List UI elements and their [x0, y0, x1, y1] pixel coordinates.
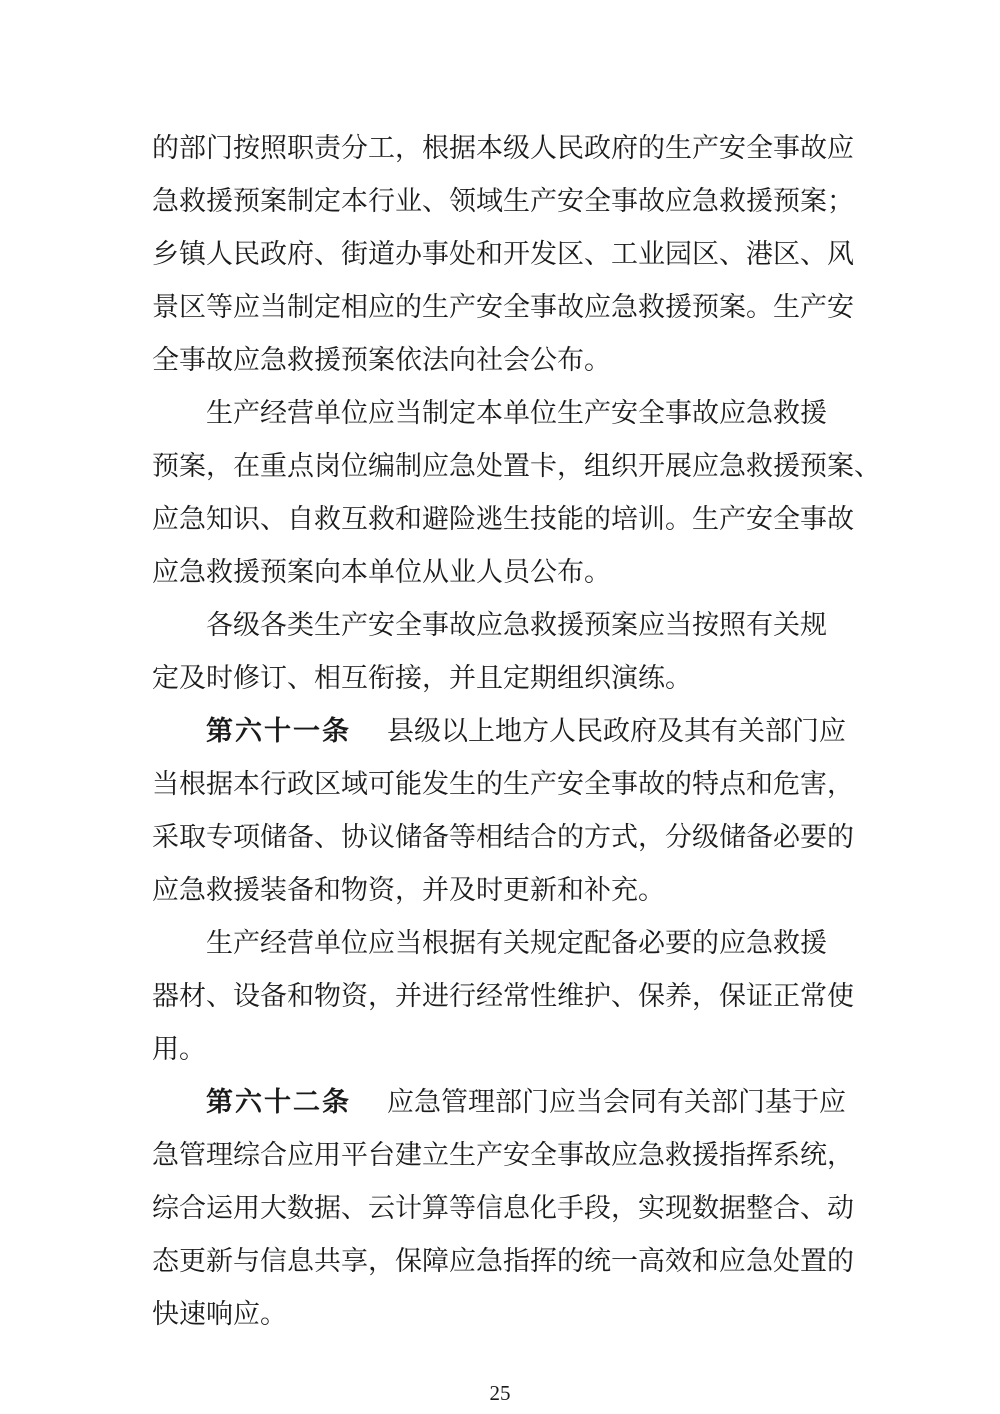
text-line: 急管理综合应用平台建立生产安全事故应急救援指挥系统， [152, 1140, 854, 1171]
text-line: 的部门按照职责分工，根据本级人民政府的生产安全事故应 [152, 133, 854, 164]
text-line: 器材、设备和物资，并进行经常性维护、保养，保证正常使 [152, 981, 854, 1012]
article-61-text: 县级以上地方人民政府及其有关部门应 [387, 716, 846, 747]
text-line: 定及时修订、相互衔接，并且定期组织演练。 [152, 663, 692, 694]
article-62-first-line [206, 1080, 852, 1126]
text-line: 生产经营单位应当根据有关规定配备必要的应急救援 [206, 928, 827, 959]
text-line: 采取专项储备、协议储备等相结合的方式，分级储备必要的 [152, 822, 854, 853]
text-line: 当根据本行政区域可能发生的生产安全事故的特点和危害， [152, 769, 854, 800]
text-line: 急救援预案制定本行业、领域生产安全事故应急救援预案； [152, 186, 854, 217]
text-line: 综合运用大数据、云计算等信息化手段，实现数据整合、动 [152, 1193, 854, 1224]
text-line: 各级各类生产安全事故应急救援预案应当按照有关规 [206, 610, 827, 641]
article-62-text: 应急管理部门应当会同有关部门基于应 [387, 1087, 846, 1118]
text-line: 应急救援预案向本单位从业人员公布。 [152, 557, 611, 588]
text-line: 全事故应急救援预案依法向社会公布。 [152, 345, 611, 376]
text-line: 预案，在重点岗位编制应急处置卡，组织开展应急救援预案、 [152, 451, 881, 482]
article-61-number: 第六十一条 [206, 716, 351, 747]
text-line: 态更新与信息共享，保障应急指挥的统一高效和应急处置的 [152, 1246, 854, 1277]
text-line: 生产经营单位应当制定本单位生产安全事故应急救援 [206, 398, 827, 429]
text-line: 快速响应。 [152, 1299, 287, 1330]
article-61-first-line [206, 709, 852, 755]
text-line: 景区等应当制定相应的生产安全事故应急救援预案。生产安 [152, 292, 854, 323]
text-line: 乡镇人民政府、街道办事处和开发区、工业园区、港区、风 [152, 239, 854, 270]
article-62-number: 第六十二条 [206, 1087, 351, 1118]
page-number: 25 [489, 1381, 511, 1405]
text-line: 应急救援装备和物资，并及时更新和补充。 [152, 875, 665, 906]
text-line: 用。 [152, 1034, 206, 1065]
text-line: 应急知识、自救互救和避险逃生技能的培训。生产安全事故 [152, 504, 854, 535]
